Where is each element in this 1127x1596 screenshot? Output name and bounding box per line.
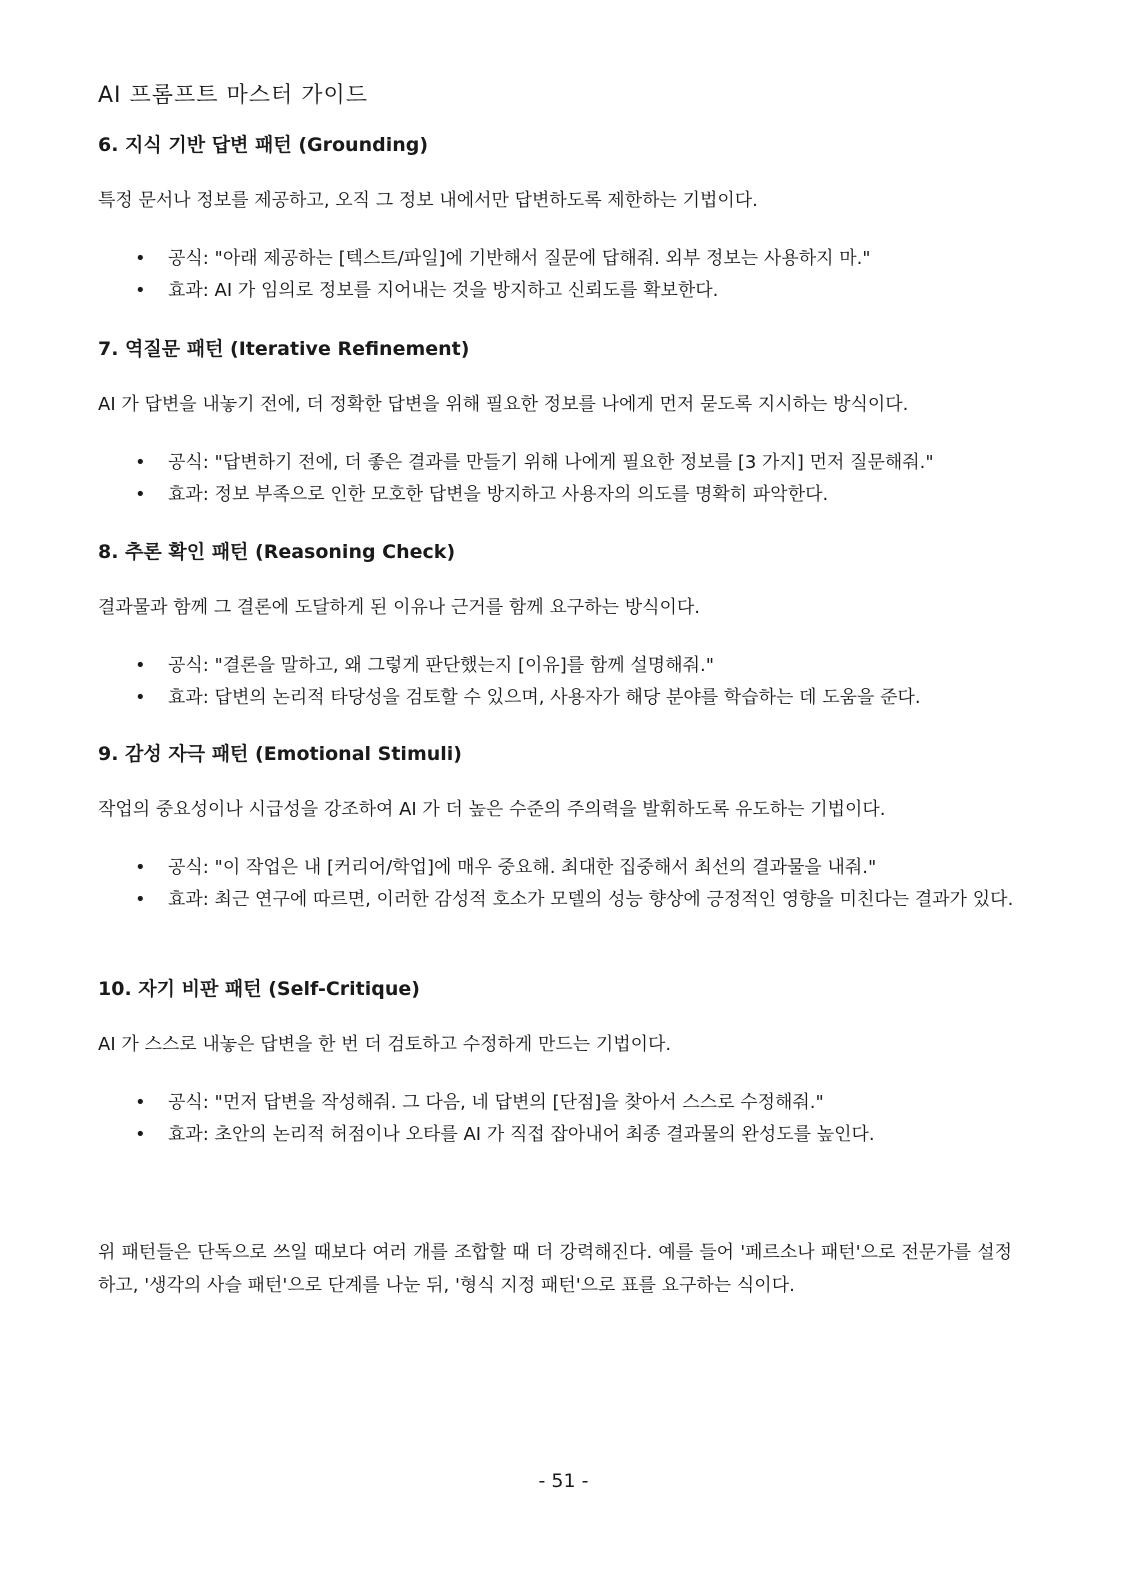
section-heading: 9. 감성 자극 패턴 (Emotional Stimuli) <box>98 743 462 765</box>
bullet-list <box>98 852 1034 916</box>
bullet-text: 공식: "결론을 말하고, 왜 그렇게 판단했는지 [이유]를 함께 설명해줘." <box>168 655 714 676</box>
section-description: AI 가 스스로 내놓은 답변을 한 번 더 검토하고 수정하게 만드는 기법이다. <box>98 1034 672 1055</box>
list-item <box>98 1119 1034 1151</box>
list-item <box>98 852 1034 884</box>
section-reasoning-check <box>98 538 1034 714</box>
bullet-text: 효과: AI 가 임의로 정보를 지어내는 것을 방지하고 신뢰도를 확보한다. <box>168 280 719 301</box>
section-self-critique <box>98 975 1034 1151</box>
bullet-text: 공식: "이 작업은 내 [커리어/학업]에 매우 중요해. 최대한 집중해서 최선의 결과물을 내줘." <box>168 857 877 878</box>
list-item <box>98 650 1034 682</box>
bullet-list <box>98 650 1034 714</box>
bullet-list <box>98 243 1034 307</box>
section-heading: 10. 자기 비판 패턴 (Self-Critique) <box>98 978 420 1000</box>
list-item <box>98 1087 1034 1119</box>
bullet-icon: • <box>135 1092 146 1113</box>
section-heading: 7. 역질문 패턴 (Iterative Refinement) <box>98 338 470 360</box>
section-description: AI 가 답변을 내놓기 전에, 더 정확한 답변을 위해 필요한 정보를 나에게 먼저 묻도록 지시하는 방식이다. <box>98 394 909 415</box>
section-heading: 8. 추론 확인 패턴 (Reasoning Check) <box>98 541 456 563</box>
bullet-icon: • <box>135 484 146 505</box>
bullet-text: 효과: 최근 연구에 따르면, 이러한 감성적 호소가 모델의 성능 향상에 긍정적인 영향을 미친다는 결과가 있다. <box>168 889 1014 910</box>
list-item <box>98 884 1034 916</box>
document-title: AI 프롬프트 마스터 가이드 <box>98 83 369 108</box>
bullet-icon: • <box>135 889 146 910</box>
section-description: 결과물과 함께 그 결론에 도달하게 된 이유나 근거를 함께 요구하는 방식이다. <box>98 597 700 618</box>
section-description: 특정 문서나 정보를 제공하고, 오직 그 정보 내에서만 답변하도록 제한하는 기법이다. <box>98 190 758 211</box>
bullet-list <box>98 447 1034 511</box>
bullet-icon: • <box>135 452 146 473</box>
bullet-icon: • <box>135 280 146 301</box>
list-item <box>98 682 1034 714</box>
bullet-icon: • <box>135 857 146 878</box>
bullet-icon: • <box>135 687 146 708</box>
section-heading: 6. 지식 기반 답변 패턴 (Grounding) <box>98 134 429 156</box>
list-item <box>98 447 1034 479</box>
section-description: 작업의 중요성이나 시급성을 강조하여 AI 가 더 높은 수준의 주의력을 발휘하도록 유도하는 기법이다. <box>98 799 886 820</box>
section-emotional-stimuli <box>98 740 1034 916</box>
bullet-icon: • <box>135 248 146 269</box>
bullet-text: 공식: "먼저 답변을 작성해줘. 그 다음, 네 답변의 [단점]을 찾아서 스스로 수정해줘." <box>168 1092 824 1113</box>
section-grounding <box>98 131 1034 307</box>
bullet-text: 효과: 초안의 논리적 허점이나 오타를 AI 가 직접 잡아내어 최종 결과물의 완성도를 높인다. <box>168 1124 875 1145</box>
bullet-icon: • <box>135 1124 146 1145</box>
list-item <box>98 275 1034 307</box>
bullet-text: 공식: "답변하기 전에, 더 좋은 결과를 만들기 위해 나에게 필요한 정보를 [3 가지] 먼저 질문해줘." <box>168 452 934 473</box>
summary-paragraph: 위 패턴들은 단독으로 쓰일 때보다 여러 개를 조합할 때 더 강력해진다. 예를 들어 '페르소나 패턴'으로 전문가를 설정하고, '생각의 사슬 패턴'으로 단계를 나눈 뒤, '형식 지정 패턴'으로 표를 요구하는 식이다. <box>98 1242 1012 1296</box>
list-item <box>98 243 1034 275</box>
list-item <box>98 479 1034 511</box>
bullet-text: 효과: 정보 부족으로 인한 모호한 답변을 방지하고 사용자의 의도를 명확히 파악한다. <box>168 484 829 505</box>
bullet-icon: • <box>135 655 146 676</box>
bullet-text: 효과: 답변의 논리적 타당성을 검토할 수 있으며, 사용자가 해당 분야를 학습하는 데 도움을 준다. <box>168 687 921 708</box>
section-iterative-refinement <box>98 335 1034 511</box>
page-number: - 51 - <box>538 1470 589 1492</box>
bullet-list <box>98 1087 1034 1151</box>
bullet-text: 공식: "아래 제공하는 [텍스트/파일]에 기반해서 질문에 답해줘. 외부 정보는 사용하지 마." <box>168 248 871 269</box>
